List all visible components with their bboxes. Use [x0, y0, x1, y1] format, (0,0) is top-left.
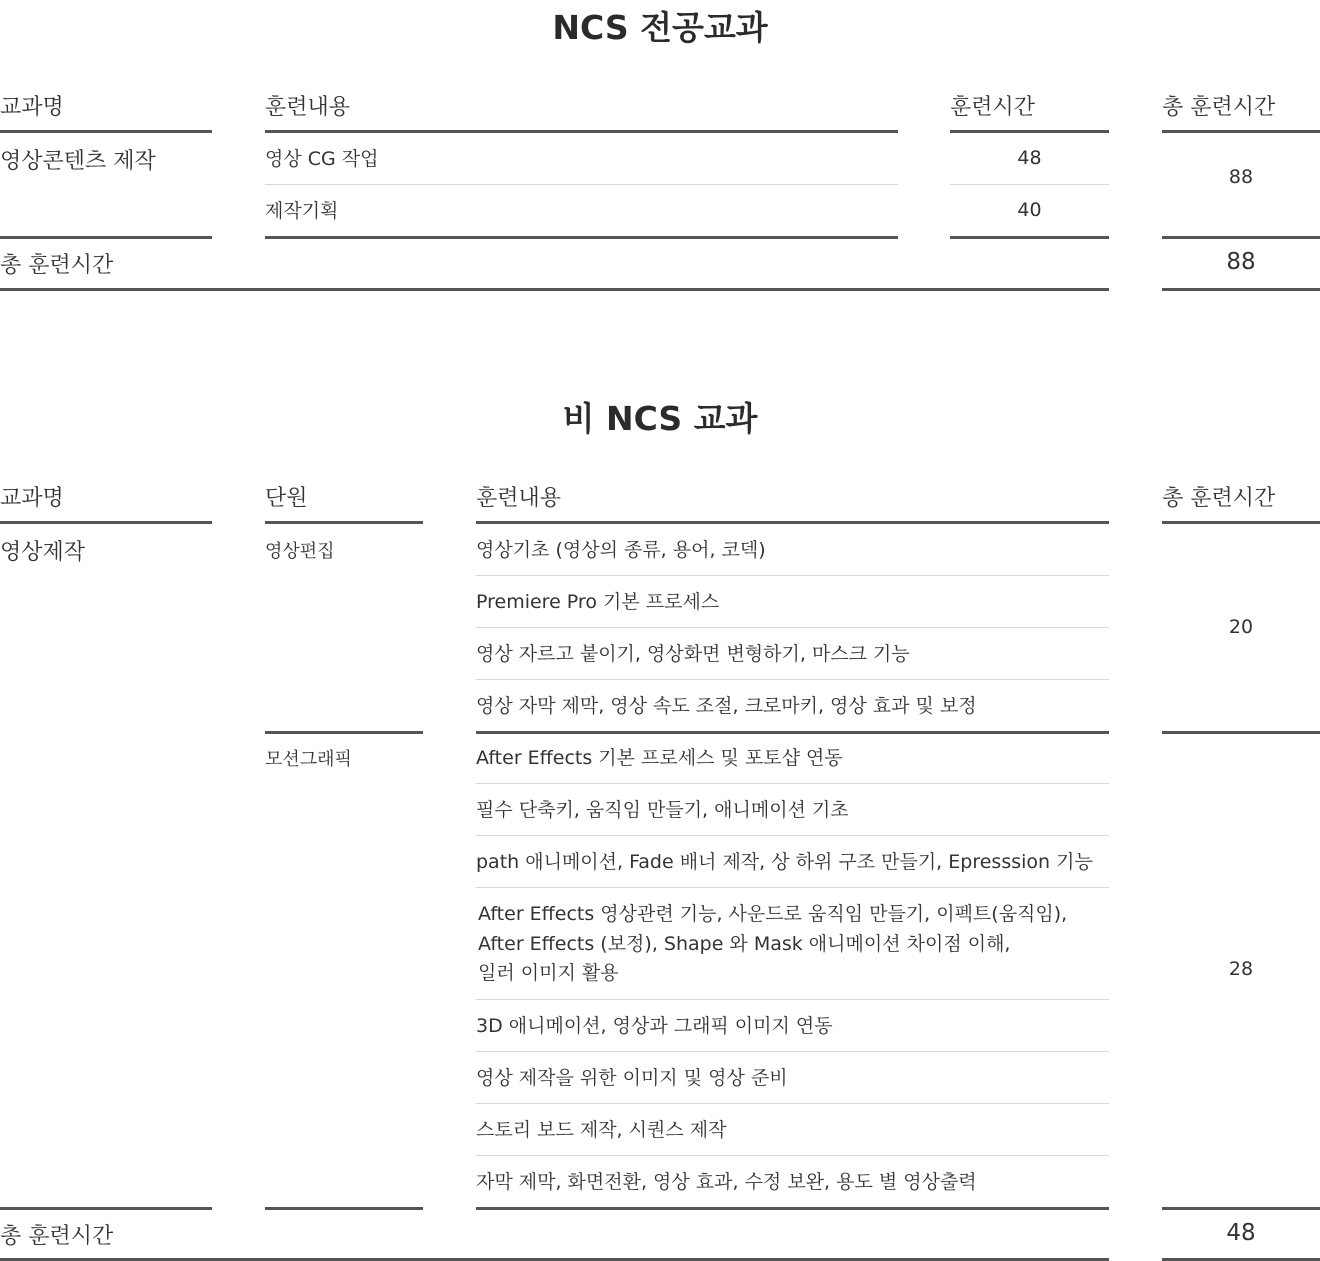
divider	[1162, 731, 1320, 734]
content-item: 스토리 보드 제작, 시퀀스 제작	[476, 1119, 727, 1141]
content-item: 영상기초 (영상의 종류, 용어, 코덱)	[476, 539, 766, 561]
divider	[950, 130, 1109, 133]
ncs-row-content: 제작기획	[265, 200, 339, 222]
content-item-line: After Effects 영상관련 기능, 사운드로 움직임 만들기, 이펙트(움직임),	[478, 903, 1068, 925]
divider	[476, 521, 1109, 524]
content-item: 영상 자막 제막, 영상 속도 조절, 크로마키, 영상 효과 및 보정	[476, 695, 977, 717]
divider	[0, 288, 1109, 291]
content-item: 3D 애니메이션, 영상과 그래픽 이미지 연동	[476, 1015, 833, 1037]
ncs-footer-total: 88	[1226, 249, 1256, 275]
row-divider	[476, 1103, 1109, 1104]
unit-total-hours: 28	[1228, 958, 1254, 980]
ncs-row-content: 영상 CG 작업	[265, 148, 379, 170]
content-item-line: After Effects (보정), Shape 와 Mask 애니메이션 차이점 이해,	[478, 933, 1011, 955]
row-divider	[476, 783, 1109, 784]
divider	[0, 521, 212, 524]
ncs-subject-total: 88	[1228, 166, 1254, 188]
non-ncs-section-title: 비 NCS 교과	[562, 399, 758, 438]
non-ncs-header-subject: 교과명	[0, 486, 64, 511]
divider	[1162, 521, 1320, 524]
ncs-header-content: 훈련내용	[265, 95, 351, 120]
content-item: 필수 단축키, 움직임 만들기, 애니메이션 기초	[476, 799, 849, 821]
content-item: 자막 제막, 화면전환, 영상 효과, 수정 보완, 용도 별 영상출력	[476, 1171, 977, 1193]
non-ncs-subject-name: 영상제작	[0, 540, 86, 565]
ncs-header-hours: 훈련시간	[950, 95, 1036, 120]
divider	[1162, 1207, 1320, 1210]
row-divider	[476, 575, 1109, 576]
content-item: 영상 자르고 붙이기, 영상화면 변형하기, 마스크 기능	[476, 643, 910, 665]
ncs-subject-name: 영상콘텐츠 제작	[0, 149, 156, 174]
row-divider	[476, 887, 1109, 888]
ncs-row-hours: 40	[1017, 199, 1042, 221]
ncs-header-subject: 교과명	[0, 95, 64, 120]
non-ncs-footer-label: 총 훈련시간	[0, 1224, 114, 1249]
divider	[265, 521, 423, 524]
row-divider	[265, 184, 898, 185]
non-ncs-header-total: 총 훈련시간	[1162, 486, 1276, 511]
divider	[265, 130, 898, 133]
ncs-section-title: NCS 전공교과	[552, 8, 768, 47]
unit-name-video-editing: 영상편집	[265, 541, 335, 562]
row-divider	[476, 835, 1109, 836]
non-ncs-header-unit: 단원	[265, 486, 308, 511]
unit-name-motion-graphics: 모션그래픽	[265, 749, 352, 770]
divider	[1162, 236, 1320, 239]
row-divider	[476, 1051, 1109, 1052]
content-item-line: 일러 이미지 활용	[478, 962, 619, 984]
divider	[476, 731, 1109, 734]
row-divider	[476, 1155, 1109, 1156]
row-divider	[950, 184, 1109, 185]
content-item: path 애니메이션, Fade 배너 제작, 상 하위 구조 만들기, Epresssion 기능	[476, 851, 1093, 873]
content-item: After Effects 기본 프로세스 및 포토샵 연동	[476, 747, 843, 769]
unit-total-hours: 20	[1228, 616, 1254, 638]
divider	[265, 236, 898, 239]
divider	[1162, 130, 1320, 133]
divider	[0, 1207, 212, 1210]
divider	[0, 236, 212, 239]
divider	[1162, 288, 1320, 291]
row-divider	[476, 999, 1109, 1000]
ncs-footer-label: 총 훈련시간	[0, 253, 114, 278]
divider	[950, 236, 1109, 239]
content-item: Premiere Pro 기본 프로세스	[476, 591, 720, 613]
ncs-header-total: 총 훈련시간	[1162, 95, 1276, 120]
divider	[265, 1207, 423, 1210]
row-divider	[476, 627, 1109, 628]
non-ncs-header-content: 훈련내용	[476, 486, 562, 511]
divider	[0, 130, 212, 133]
content-item: 영상 제작을 위한 이미지 및 영상 준비	[476, 1067, 788, 1089]
row-divider	[476, 679, 1109, 680]
ncs-row-hours: 48	[1017, 147, 1042, 169]
divider	[476, 1207, 1109, 1210]
non-ncs-footer-total: 48	[1226, 1220, 1256, 1246]
divider	[265, 731, 423, 734]
